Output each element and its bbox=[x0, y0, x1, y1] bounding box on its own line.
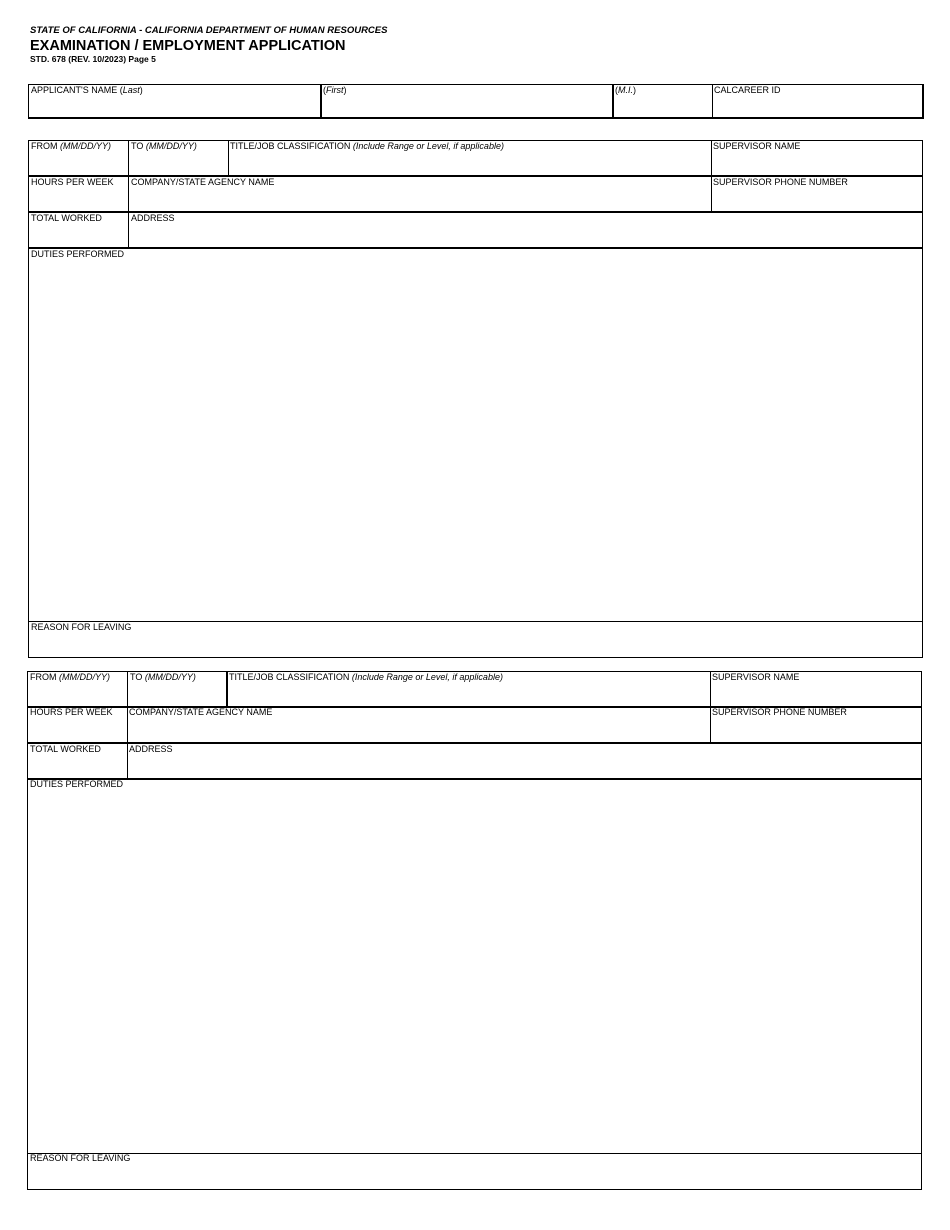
reason-for-leaving-field[interactable] bbox=[28, 1166, 920, 1188]
duties-performed-field[interactable] bbox=[29, 261, 921, 619]
divider bbox=[28, 621, 923, 622]
duties-performed-label: DUTIES PERFORMED bbox=[31, 249, 125, 259]
to-date-label: TO (MM/DD/YY) bbox=[130, 672, 196, 682]
address-field[interactable] bbox=[129, 224, 921, 246]
reason-for-leaving-label: REASON FOR LEAVING bbox=[31, 622, 132, 632]
last-name-field[interactable] bbox=[29, 96, 319, 117]
supervisor-name-label: SUPERVISOR NAME bbox=[713, 141, 801, 151]
from-date-field[interactable] bbox=[28, 683, 126, 705]
supervisor-name-field[interactable] bbox=[712, 152, 921, 174]
to-date-field[interactable] bbox=[128, 683, 225, 705]
employment-block-2 bbox=[27, 671, 922, 1190]
duties-performed-label: DUTIES PERFORMED bbox=[30, 779, 124, 789]
supervisor-phone-label: SUPERVISOR PHONE NUMBER bbox=[713, 177, 848, 187]
first-name-field[interactable] bbox=[322, 96, 611, 117]
supervisor-phone-field[interactable] bbox=[712, 188, 921, 210]
last-name-label: APPLICANT'S NAME (Last) bbox=[31, 85, 143, 95]
job-title-field[interactable] bbox=[229, 152, 710, 174]
form-title: EXAMINATION / EMPLOYMENT APPLICATION bbox=[30, 38, 346, 54]
hours-per-week-label: HOURS PER WEEK bbox=[30, 707, 113, 717]
form-id: STD. 678 (REV. 10/2023) Page 5 bbox=[30, 54, 156, 64]
job-title-field[interactable] bbox=[228, 683, 709, 705]
divider bbox=[27, 778, 922, 780]
job-title-label: TITLE/JOB CLASSIFICATION (Include Range or Level, if applicable) bbox=[230, 141, 504, 151]
hours-per-week-field[interactable] bbox=[28, 719, 126, 741]
employment-block-1 bbox=[28, 140, 923, 658]
total-worked-field[interactable] bbox=[29, 224, 127, 246]
address-label: ADDRESS bbox=[129, 744, 173, 754]
middle-initial-label: (M.I.) bbox=[615, 85, 636, 95]
to-date-field[interactable] bbox=[129, 152, 227, 174]
hours-per-week-label: HOURS PER WEEK bbox=[31, 177, 114, 187]
company-name-label: COMPANY/STATE AGENCY NAME bbox=[131, 177, 275, 187]
to-date-label: TO (MM/DD/YY) bbox=[131, 141, 197, 151]
total-worked-label: TOTAL WORKED bbox=[30, 744, 101, 754]
first-name-label: (First) bbox=[323, 85, 347, 95]
supervisor-phone-label: SUPERVISOR PHONE NUMBER bbox=[712, 707, 847, 717]
divider bbox=[28, 247, 923, 249]
supervisor-phone-field[interactable] bbox=[711, 719, 920, 741]
middle-initial-field[interactable] bbox=[614, 96, 711, 117]
company-name-label: COMPANY/STATE AGENCY NAME bbox=[129, 707, 273, 717]
from-date-label: FROM (MM/DD/YY) bbox=[31, 141, 111, 151]
agency-header: STATE OF CALIFORNIA - CALIFORNIA DEPARTMENT OF HUMAN RESOURCES bbox=[30, 25, 388, 36]
reason-for-leaving-label: REASON FOR LEAVING bbox=[30, 1153, 131, 1163]
from-date-field[interactable] bbox=[29, 152, 127, 174]
calcareer-id-label: CALCAREER ID bbox=[714, 85, 781, 95]
supervisor-name-field[interactable] bbox=[711, 683, 920, 705]
duties-performed-field[interactable] bbox=[28, 792, 920, 1151]
hours-per-week-field[interactable] bbox=[29, 188, 127, 210]
address-field[interactable] bbox=[128, 755, 920, 777]
supervisor-name-label: SUPERVISOR NAME bbox=[712, 672, 800, 682]
calcareer-id-field[interactable] bbox=[713, 96, 922, 117]
address-label: ADDRESS bbox=[131, 213, 175, 223]
from-date-label: FROM (MM/DD/YY) bbox=[30, 672, 110, 682]
total-worked-field[interactable] bbox=[28, 755, 126, 777]
job-title-label: TITLE/JOB CLASSIFICATION (Include Range or Level, if applicable) bbox=[229, 672, 503, 682]
company-name-field[interactable] bbox=[129, 188, 710, 210]
reason-for-leaving-field[interactable] bbox=[29, 634, 921, 656]
company-name-field[interactable] bbox=[128, 719, 709, 741]
divider bbox=[27, 1153, 922, 1154]
total-worked-label: TOTAL WORKED bbox=[31, 213, 102, 223]
